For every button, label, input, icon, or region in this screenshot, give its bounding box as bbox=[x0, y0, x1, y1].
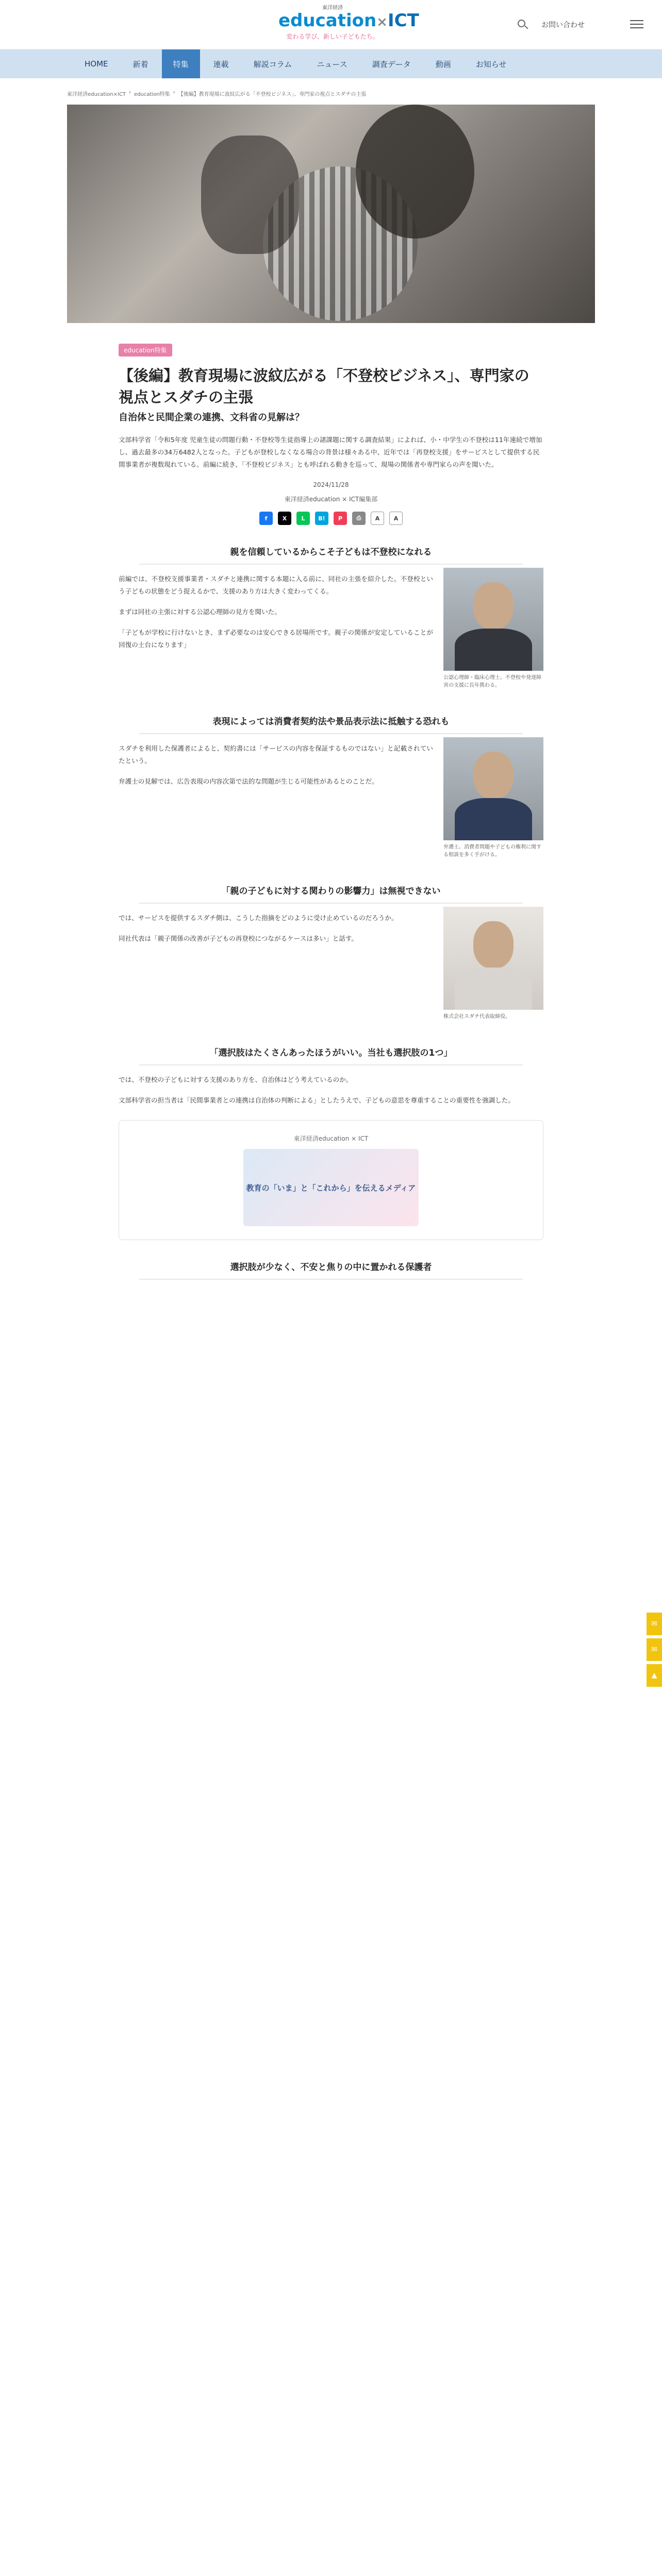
breadcrumb-category[interactable]: education特集 bbox=[134, 92, 170, 97]
nav-notice[interactable]: お知らせ bbox=[475, 59, 507, 69]
section-heading: 「選択肢はたくさんあったほうがいい。当社も選択肢の1つ」 bbox=[139, 1045, 523, 1065]
font-size-small-icon[interactable]: A bbox=[371, 512, 384, 525]
section-heading: 表現によっては消費者契約法や景品表示法に抵触する恐れも bbox=[139, 714, 523, 734]
mail-side-icon[interactable]: ✉ bbox=[647, 1638, 662, 1661]
paragraph: 前編では、不登校支援事業者・スダチと連携に関する本題に入る前に、同社の主張を紹介した。不登校という子どもの状態をどう捉えるかで、支援のあり方は大きく変わってくる。 bbox=[119, 575, 433, 595]
article-title: 【後編】教育現場に波紋広がる「不登校ビジネス」、専門家の視点とスダチの主張 bbox=[119, 367, 529, 406]
logo-tagline: 変わる学び、新しい子どもたち。 bbox=[286, 33, 379, 40]
font-size-large-icon[interactable]: A bbox=[389, 512, 403, 525]
newsletter-side-icon[interactable]: ✉ bbox=[647, 1613, 662, 1635]
nav-column[interactable]: 解説コラム bbox=[253, 59, 292, 69]
x-share-icon[interactable]: X bbox=[278, 512, 291, 525]
nav-home[interactable]: HOME bbox=[85, 59, 108, 69]
paragraph: では、サービスを提供するスダチ側は、こうした指摘をどのように受け止めているのだろうか。 bbox=[119, 914, 398, 922]
section-heading: 選択肢が少なく、不安と焦りの中に置かれる保護者 bbox=[139, 1260, 523, 1280]
inquiry-link[interactable]: お問い合わせ bbox=[541, 21, 585, 29]
nav-news[interactable]: ニュース bbox=[317, 59, 347, 69]
photo-caption: 株式会社スダチ代表取締役。 bbox=[443, 1014, 510, 1020]
promo-text: 教育の「いま」と「これから」を伝えるメディア bbox=[243, 1149, 419, 1226]
nav-series[interactable]: 連載 bbox=[213, 59, 229, 69]
nav-video[interactable]: 動画 bbox=[435, 59, 451, 69]
paragraph: では、不登校の子どもに対する支援のあり方を、自治体はどう考えているのか。 bbox=[119, 1076, 353, 1083]
paragraph: 文部科学省の担当者は「民間事業者との連携は自治体の判断による」としたうえで、子どもの意思を尊重することの重要性を強調した。 bbox=[119, 1096, 515, 1104]
article-author: 東洋経済education × ICT編集部 bbox=[284, 496, 378, 503]
section-heading: 「親の子どもに対する関わりの影響力」は無視できない bbox=[139, 884, 523, 904]
nav-new[interactable]: 新着 bbox=[133, 59, 148, 69]
paragraph: 同社代表は「親子関係の改善が子どもの再登校につながるケースは多い」と話す。 bbox=[119, 935, 358, 942]
site-logo[interactable] bbox=[278, 3, 419, 41]
nav-survey[interactable]: 調査データ bbox=[372, 59, 411, 69]
paragraph: まずは同社の主張に対する公認心理師の見方を聞いた。 bbox=[119, 608, 281, 616]
nav-feature[interactable]: 特集 bbox=[162, 49, 200, 78]
logo-text: education×ICT bbox=[278, 10, 419, 31]
breadcrumb-home[interactable]: 東洋経済education×ICT bbox=[67, 92, 126, 97]
publish-date: 2024/11/28 bbox=[313, 481, 349, 488]
article-body bbox=[119, 323, 543, 1280]
paragraph: 弁護士の見解では、広告表現の内容次第で法的な問題が生じる可能性があるとのことだ。 bbox=[119, 777, 378, 785]
category-badge[interactable]: education特集 bbox=[119, 344, 172, 357]
hatena-bookmark-icon[interactable]: B! bbox=[315, 512, 328, 525]
page-top-icon[interactable]: ▲ bbox=[647, 1664, 662, 1687]
line-share-icon[interactable]: L bbox=[296, 512, 310, 525]
paragraph: スダチを利用した保護者によると、契約書には「サービスの内容を保証するものではない」と記載されていたという。 bbox=[119, 744, 434, 765]
hero-image bbox=[67, 105, 595, 323]
facebook-share-icon[interactable]: f bbox=[259, 512, 273, 525]
paragraph: 「子どもが学校に行けないとき、まず必要なのは安心できる居場所です。親子の関係が安定していることが回復の土台になります」 bbox=[119, 629, 433, 649]
main-nav bbox=[0, 49, 662, 78]
print-icon[interactable]: ⎙ bbox=[352, 512, 366, 525]
photo-caption: 公認心理師・臨床心理士。不登校や発達障害の支援に長年携わる。 bbox=[443, 675, 541, 688]
section-heading: 親を信頼しているからこそ子どもは不登校になれる bbox=[139, 545, 523, 565]
article-subtitle: 自治体と民間企業の連携、文科省の見解は？ bbox=[119, 412, 304, 423]
pocket-share-icon[interactable]: P bbox=[334, 512, 347, 525]
site-header bbox=[0, 0, 662, 49]
hamburger-menu-icon[interactable] bbox=[630, 18, 644, 32]
article-lead: 文部科学省「令和5年度 児童生徒の問題行動・不登校等生徒指導上の諸課題に関する調査結果」によれば、小・中学生の不登校は11年連続で増加し、過去最多の34万6482人となった。子どもが登校しなくなる場合の背景は様々ある中、近年では「再登校支援」をサービスとして提供する民間事業者が複数現れている。前編に続き、「不登校ビジネス」とも呼ばれる動きを巡って、現場の関係者や専門家らの声を聞いた。 bbox=[119, 436, 542, 468]
photo-caption: 弁護士。消費者問題や子どもの権利に関する相談を多く手がける。 bbox=[443, 844, 541, 858]
promo-title: 東洋経済education × ICT bbox=[293, 1135, 369, 1142]
share-bar bbox=[119, 512, 543, 525]
breadcrumb: 東洋経済education×ICT › education特集 › 【後編】教育現場に波紋広がる「不登校ビジネス」、専門家の視点とスダチの主張 bbox=[67, 90, 367, 97]
promo-banner[interactable] bbox=[119, 1120, 543, 1240]
publisher-label: 東洋経済 bbox=[322, 5, 343, 11]
breadcrumb-current: 【後編】教育現場に波紋広がる「不登校ビジネス」、専門家の視点とスダチの主張 bbox=[178, 92, 367, 97]
interviewee-photo bbox=[443, 907, 543, 1021]
interviewee-photo bbox=[443, 568, 543, 689]
search-icon[interactable] bbox=[516, 18, 530, 32]
interviewee-photo bbox=[443, 737, 543, 859]
